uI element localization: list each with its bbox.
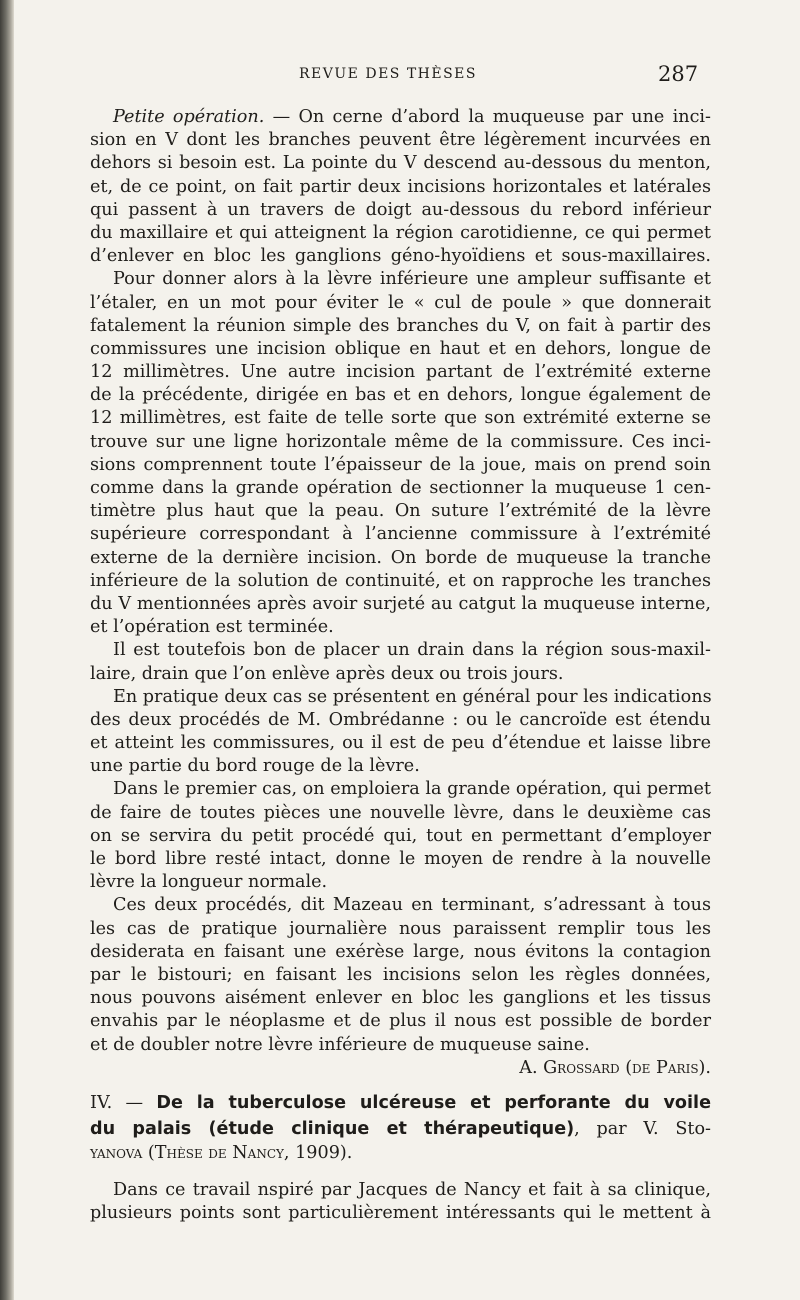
text-line: Dans ce travail nspiré par Jacques de Nancy et fait à sa clinique, (113, 1180, 711, 1201)
text-line: inférieure de la solution de continuité, et on rapproche les tranches (90, 570, 711, 591)
text-line: et, de ce point, on fait partir deux incisions horizontales et latérales (90, 176, 711, 197)
section-byline: , par V. Sto- (574, 1118, 711, 1139)
text-line: des deux procédés de M. Ombrédanne : ou le cancroïde est étendu (90, 709, 711, 730)
text-line: et l’opération est terminée. (90, 617, 334, 638)
page-number: 287 (658, 62, 699, 86)
text-line: En pratique deux cas se présentent en général pour les indications (113, 686, 712, 707)
book-binding-edge (0, 0, 14, 1300)
text-line: les cas de pratique journalière nous paraissent remplir tous les (90, 918, 711, 939)
text-line: timètre plus haut que la peau. On suture l’extrémité de la lèvre (90, 501, 711, 522)
text-line (90, 106, 711, 129)
text-line: Dans le premier cas, on emploiera la grande opération, qui permet (113, 779, 711, 800)
text-line: le bord libre resté intact, donne le moyen de rendre à la nouvelle (90, 849, 711, 869)
text-line: l’étaler, en un mot pour éviter le « cul de poule » que donnerait (90, 292, 711, 313)
text-line: desiderata en faisant une exérèse large, nous évitons la contagion (90, 941, 711, 962)
text-line: fatalement la réunion simple des branches du V, on fait à partir des (90, 315, 711, 336)
text-line: commissures une incision oblique en haut et en dehors, longue de (90, 338, 711, 359)
text-line: dehors si besoin est. La pointe du V descend au-dessous du menton, (90, 153, 711, 174)
text-line: du maxillaire et qui atteignent la région carotidienne, ce qui permet (90, 222, 711, 243)
text-line: Pour donner alors à la lèvre inférieure une ampleur suffisante et (113, 269, 711, 290)
text-line: trouve sur une ligne horizontale même de la commissure. Ces inci- (90, 431, 711, 452)
text-line: d’enlever en bloc les ganglions géno-hyoïdiens et sous-maxillaires. (90, 246, 711, 267)
author-signature: A. Grossard (de Paris). (519, 1057, 711, 1078)
text-line: et de doubler notre lèvre inférieure de muqueuse saine. (90, 1034, 590, 1055)
text-line: lèvre la longueur normale. (90, 872, 328, 893)
text-line: sion en V dont les branches peuvent être légèrement incurvées en (90, 130, 711, 151)
text-line: qui passent à un travers de doigt au-dessous du rebord inférieur (90, 199, 711, 220)
text-line: envahis par le néoplasme et de plus il nous est possible de border (90, 1011, 711, 1032)
text-line: on se servira du petit procédé qui, tout en permettant d’employer (90, 825, 711, 846)
section-heading-line: yanova (Thèse de Nancy, 1909). (90, 1142, 353, 1163)
text-line: comme dans la grande opération de sectionner la muqueuse 1 cen- (90, 478, 711, 498)
running-title: REVUE DES THÈSES (299, 66, 477, 82)
text-line: de la précédente, dirigée en bas et en dehors, longue également de (90, 385, 711, 406)
text-line: du V mentionnées après avoir surjeté au catgut la muqueuse interne, (90, 593, 711, 614)
section-heading-line (90, 1116, 711, 1142)
running-head (14, 64, 800, 88)
text-line: plusieurs points sont particulièrement intéressants qui le mettent à (90, 1203, 711, 1224)
spacer (90, 1080, 711, 1090)
text-line: externe de la dernière incision. On borde de muqueuse la tranche (90, 547, 711, 568)
text-line: 12 millimètres, est faite de telle sorte que son extrémité externe se (90, 408, 711, 429)
text-line: supérieure correspondant à l’ancienne commissure à l’extrémité (90, 524, 711, 545)
paragraph-lead: Petite opération. (113, 107, 265, 127)
body-text (90, 106, 711, 1225)
section-title: De la tuberculose ulcéreuse et perforante du voile (156, 1092, 712, 1113)
text-span: — On cerne d’abord la muqueuse par une inci- (264, 107, 711, 127)
text-line: sions comprennent toute l’épaisseur de la joue, mais on prend soin (90, 454, 711, 475)
text-line: laire, drain que l’on enlève après deux ou trois jours. (90, 663, 564, 684)
text-line: et atteint les commissures, ou il est de peu d’étendue et laisse libre (90, 733, 711, 754)
section-heading-line (90, 1090, 711, 1116)
text-line: par le bistouri; en faisant les incisions selon les règles données, (90, 964, 711, 985)
text-line: 12 millimètres. Une autre incision partant de l’extrémité externe (90, 362, 711, 383)
text-line: Ces deux procédés, dit Mazeau en terminant, s’adressant à tous (113, 895, 711, 916)
section-title: du palais (étude clinique et thérapeutique) (90, 1118, 575, 1139)
section-numeral: IV. — (90, 1092, 157, 1113)
text-line: une partie du bord rouge de la lèvre. (90, 756, 420, 777)
book-page (14, 0, 800, 1300)
spacer (90, 1165, 711, 1179)
text-line: de faire de toutes pièces une nouvelle lèvre, dans le deuxième cas (90, 802, 711, 823)
text-line: nous pouvons aisément enlever en bloc les ganglions et les tissus (90, 988, 711, 1009)
text-line: Il est toutefois bon de placer un drain dans la région sous-maxil- (113, 640, 711, 661)
